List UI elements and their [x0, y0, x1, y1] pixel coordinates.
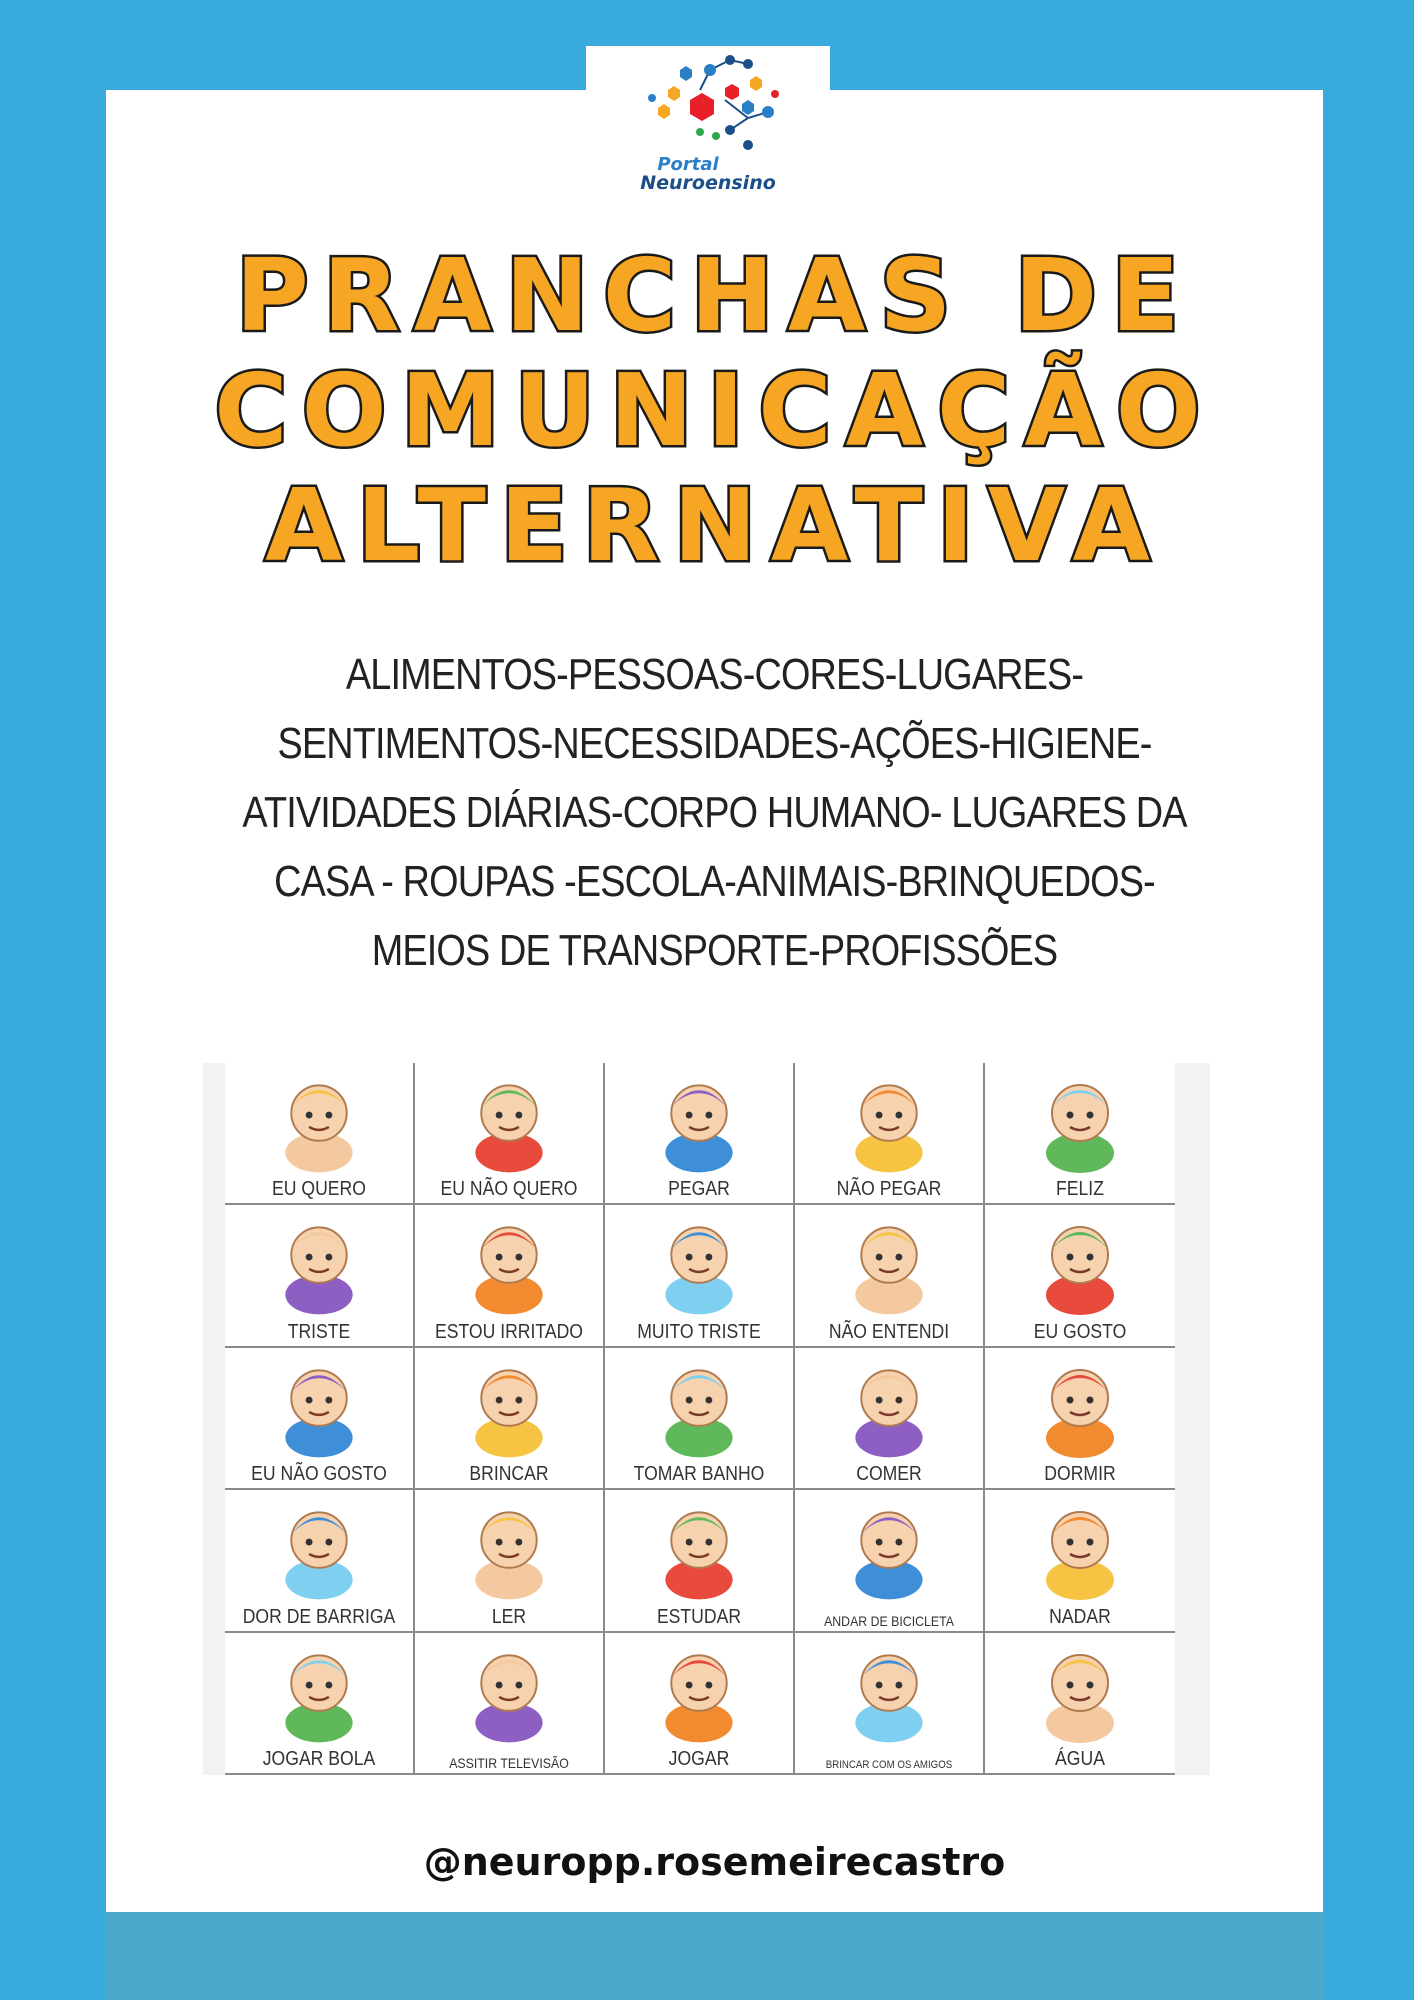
board-cell	[415, 1633, 605, 1775]
boy-forbidden-icon	[415, 1063, 603, 1175]
board-cell-label: JOGAR BOLA	[262, 1747, 376, 1770]
board-cell-label: ESTOU IRRITADO	[434, 1320, 583, 1343]
water-glass-icon	[985, 1633, 1175, 1745]
title-line: PRANCHAS DE	[235, 237, 1194, 354]
bottom-band	[106, 1912, 1323, 2000]
molecule-logo-icon	[630, 50, 790, 155]
title-line: COMUNICAÇÃO	[214, 352, 1215, 469]
toy-box-icon	[415, 1348, 603, 1460]
angry-face-icon	[415, 1205, 603, 1317]
board-cell	[225, 1063, 415, 1205]
board-cell-label: TOMAR BANHO	[633, 1463, 765, 1486]
board-cell	[225, 1348, 415, 1490]
board-cell-label: JOGAR	[668, 1747, 730, 1770]
board-cell	[795, 1490, 985, 1632]
board-cell	[985, 1205, 1175, 1347]
studying-boy-icon	[605, 1490, 793, 1602]
board-cell-label: EU NÃO QUERO	[440, 1178, 578, 1201]
hand-no-take-icon	[795, 1063, 983, 1175]
instagram-handle: @neuropp.rosemeirecastro	[423, 1840, 1006, 1884]
board-cell	[605, 1063, 795, 1205]
board-cell-label: TRISTE	[287, 1320, 351, 1343]
board-cell-label: ANDAR DE BICICLETA	[824, 1612, 954, 1629]
board-cell	[605, 1633, 795, 1775]
board-cell	[605, 1205, 795, 1347]
hand-take-icon	[605, 1063, 793, 1175]
board-cell-label: ESTUDAR	[656, 1605, 742, 1628]
topics-line: ATIVIDADES DIÁRIAS-CORPO HUMANO- LUGARES DA	[242, 788, 1187, 837]
board-cell-label: MUITO TRISTE	[637, 1320, 761, 1343]
board-cell	[985, 1633, 1175, 1775]
board-cell-label: DOR DE BARRIGA	[242, 1605, 396, 1628]
board-cell	[795, 1633, 985, 1775]
topics-list	[150, 640, 1279, 985]
board-cell	[415, 1205, 605, 1347]
board-cell	[605, 1490, 795, 1632]
dislike-boy-icon	[225, 1348, 413, 1460]
logo-name-text: Neuroensino	[640, 172, 776, 194]
playground-icon	[795, 1633, 983, 1745]
board-cell	[415, 1490, 605, 1632]
tablet-game-icon	[605, 1633, 793, 1745]
board-cell-label: DORMIR	[1044, 1463, 1116, 1486]
board-cell	[225, 1205, 415, 1347]
board-cell-label: NÃO ENTENDI	[828, 1320, 950, 1343]
shower-icon	[605, 1348, 793, 1460]
happy-face-icon	[985, 1063, 1175, 1175]
board-cell	[225, 1490, 415, 1632]
board-cell-label: BRINCAR COM OS AMIGOS	[825, 1758, 953, 1771]
board-cell	[985, 1490, 1175, 1632]
board-cell	[605, 1348, 795, 1490]
bicycle-icon	[795, 1490, 983, 1602]
stomach-ache-icon	[225, 1490, 413, 1602]
crying-boy-icon	[605, 1205, 793, 1317]
topics-line: MEIOS DE TRANSPORTE-PROFISSÕES	[371, 926, 1058, 975]
reading-boy-icon	[415, 1490, 603, 1602]
topics-line: ALIMENTOS-PESSOAS-CORES-LUGARES-	[345, 650, 1084, 699]
sad-boy-lying-icon	[225, 1205, 413, 1317]
eating-boy-icon	[795, 1348, 983, 1460]
soccer-ball-icon	[225, 1633, 413, 1745]
topics-line: CASA - ROUPAS -ESCOLA-ANIMAIS-BRINQUEDOS-	[274, 857, 1155, 906]
board-cell-label: EU GOSTO	[1033, 1320, 1127, 1343]
board-cell-label: EU NÃO GOSTO	[251, 1463, 387, 1486]
communication-board	[203, 1063, 1210, 1775]
logo-portal-text: Portal	[657, 154, 719, 175]
television-icon	[415, 1633, 603, 1745]
board-cell	[985, 1063, 1175, 1205]
board-cell	[795, 1348, 985, 1490]
board-cell-label: PEGAR	[668, 1178, 730, 1201]
swimming-icon	[985, 1490, 1175, 1602]
thumbs-up-boy-icon	[985, 1205, 1175, 1317]
board-cell-label: ÁGUA	[1055, 1747, 1105, 1770]
board-cell-label: COMER	[856, 1463, 922, 1486]
board-cell	[795, 1063, 985, 1205]
board-cell	[985, 1348, 1175, 1490]
topics-line: SENTIMENTOS-NECESSIDADES-AÇÕES-HIGIENE-	[277, 719, 1152, 768]
board-cell	[415, 1063, 605, 1205]
title-line: ALTERNATIVA	[265, 467, 1164, 584]
board-cell-label: EU QUERO	[272, 1178, 366, 1201]
portal-neuroensino-logo	[586, 46, 830, 194]
board-cell	[415, 1348, 605, 1490]
board-grid	[225, 1063, 1175, 1775]
board-cell	[795, 1205, 985, 1347]
page-title	[106, 238, 1323, 583]
board-cell-label: BRINCAR	[469, 1463, 549, 1486]
board-cell-label: NÃO PEGAR	[836, 1178, 942, 1201]
board-cell-label: FELIZ	[1056, 1178, 1104, 1201]
confused-boy-icon	[795, 1205, 983, 1317]
board-cell-label: ASSITIR TELEVISÃO	[449, 1754, 569, 1771]
board-cell	[225, 1633, 415, 1775]
board-cell-label: LER	[491, 1605, 527, 1628]
boy-pointing-icon	[225, 1063, 413, 1175]
sleeping-boy-icon	[985, 1348, 1175, 1460]
board-cell-label: NADAR	[1049, 1605, 1111, 1628]
